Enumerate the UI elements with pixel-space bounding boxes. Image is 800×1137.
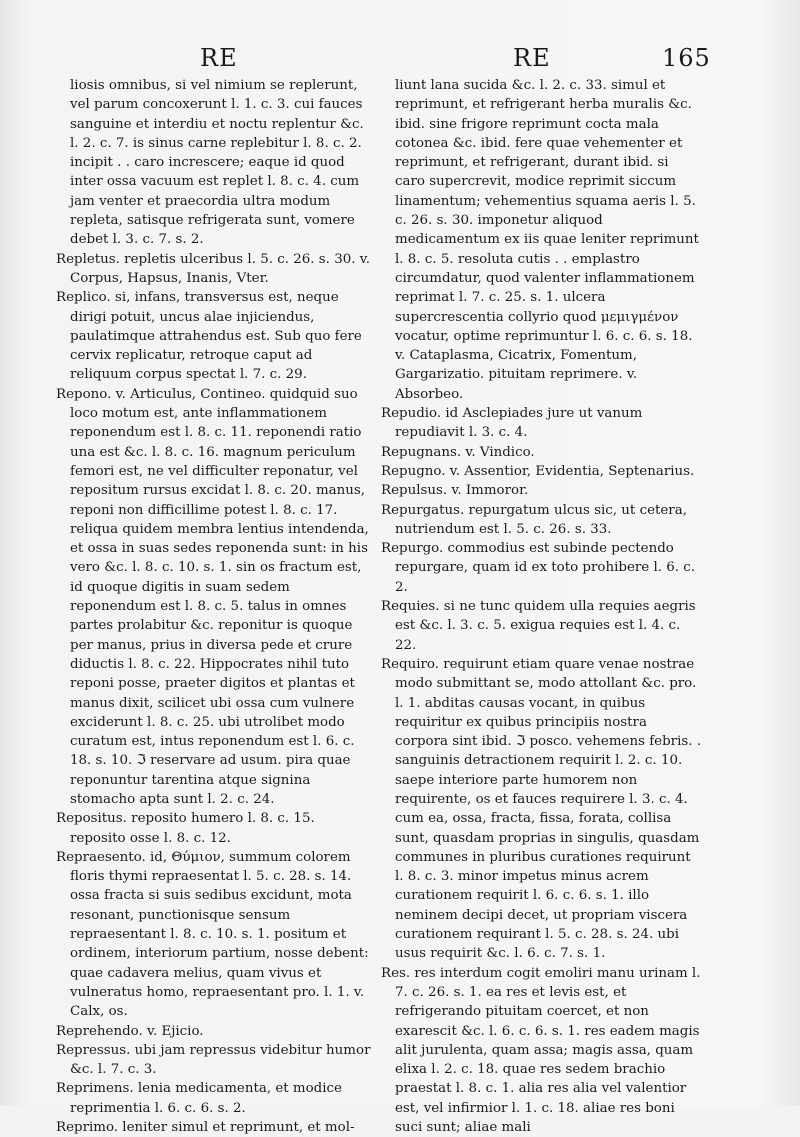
entry-reprimens: Reprimens. lenia medicamenta, et modice reprimentia l. 6. c. 6. s. 2. (56, 1081, 342, 1116)
entry-repurgo: Repurgo. commodius est subinde pectendo repurgare, quam id ex toto prohibere l. 6. c. 2. (381, 541, 696, 595)
entry-continuation: liosis omnibus, si vel nimium se replerunt, vel parum concoxerunt l. 1. c. 3. cui fauces sanguine et interdiu et noctu replentur &c. l. 2. c. 7. is sinus carne replebitur l. 8. c. 2. incipit . . caro increscere; eaque id quod inter ossa vacuum est replet l. 8. c. 4. cum jam venter et praecordia ultra modum repleta, satisque refrigerata sunt, vomere debet l. 3. c. 7. s. 2. (70, 78, 364, 248)
running-head-right: RE (513, 44, 551, 72)
entry-reprehendo: Reprehendo. v. Ejicio. (56, 1023, 204, 1039)
entry-requies: Requies. si ne tunc quidem ulla requies aegris est &c. l. 3. c. 5. exigua requies est l. 4. c. 22. (381, 599, 696, 653)
entry-replico: Replico. si, infans, transversus est, neque dirigi potuit, uncus alae injiciendus, paulatimque attrahendus est. Sub quo fere cervix replicatur, retroque caput ad reliquum corpus spectat l. 7. c. 29. (56, 290, 362, 383)
entry-repugnans: Repugnans. v. Vindico. (381, 444, 535, 460)
entry-repugno: Repugno. v. Assentior, Evidentia, Septenarius. (381, 463, 695, 479)
page-number: 165 (662, 44, 711, 72)
entry-repraesento: Repraesento. id, Θύμιον, summum colorem floris thymi repraesentat l. 5. c. 28. s. 14. ossa fracta si suis sedibus excidunt, mota resonant, punctionisque sensum repraesentant l. 8. c. 10. s. 1. positum et ordinem, interiorum partium, nosse debent: quae cadavera melius, quam vivus et vulneratus homo, repraesentant pro. l. 1. v. Calx, os. (56, 849, 369, 1020)
entry-repressus: Repressus. ubi jam repressus videbitur humor &c. l. 7. c. 3. (56, 1042, 371, 1078)
entry-reprimo: Reprimo. leniter simul et reprimunt, et mol- (56, 1120, 355, 1136)
left-column (56, 76, 372, 1137)
right-column (381, 76, 701, 1137)
entry-reprimo-continuation: liunt lana sucida &c. l. 2. c. 33. simul et reprimunt, et refrigerant herba muralis &c. ibid. sine frigore reprimunt cocta mala cotonea &c. ibid. fere quae vehementer et reprimunt, et refrigerant, durant ibid. si caro supercrevit, modice reprimit siccum linamentum; vehementius squama aeris l. 5. c. 26. s. 30. imponetur aliquod medicamentum ex iis quae leniter reprimunt l. 8. c. 5. resoluta cutis . . emplastro circumdatur, quod valenter inflammationem reprimat l. 7. c. 25. s. 1. ulcera supercrescentia collyrio quod μεμιγμένον vocatur, optime reprimuntur l. 6. c. 6. s. 18. v. Cataplasma, Cicatrix, Fomentum, Gargarizatio. pituitam reprimere. v. Absorbeo. (395, 78, 699, 402)
entry-repositus: Repositus. reposito humero l. 8. c. 15. reposito osse l. 8. c. 12. (56, 811, 315, 846)
entry-repono: Repono. v. Articulus, Contineo. quidquid suo loco motum est, ante inflammationem reponendum est l. 8. c. 11. reponendi ratio una est &c. l. 8. c. 16. magnum periculum femori est, ne vel difficulter reponatur, vel repositum rursus excidat l. 8. c. 20. manus, reponi non difficillime potest l. 8. c. 17. reliqua quidem membra lentius intendenda, et ossa in suas sedes reponenda sunt: in his vero &c. l. 8. c. 10. s. 1. sin os fractum est, id quoque digitis in suam sedem reponendum est l. 8. c. 5. talus in omnes partes prolabitur &c. reponitur is quoque per manus, prius in diversa pede et crure diductis l. 8. c. 22. Hippocrates nihil tuto reponi posse, praeter digitos et plantas et manus dixit, scilicet ubi ossa cum vulnere exciderunt l. 8. c. 25. ubi utrolibet modo curatum est, intus reponendum est l. 6. c. 18. s. 10. ℑ reservare ad usum. pira quae reponuntur tarentina atque signina stomacho apta sunt l. 2. c. 24. (56, 386, 369, 807)
entry-repudio: Repudio. id Asclepiades jure ut vanum repudiavit l. 3. c. 4. (381, 406, 643, 441)
running-head-left: RE (200, 44, 238, 72)
entry-repurgatus: Repurgatus. repurgatum ulcus sic, ut cetera, nutriendum est l. 5. c. 26. s. 33. (381, 502, 687, 537)
entry-repletus: Repletus. repletis ulceribus l. 5. c. 26. s. 30. v. Corpus, Hapsus, Inanis, Vter. (56, 251, 370, 286)
entry-repulsus: Repulsus. v. Immoror. (381, 483, 529, 499)
entry-requiro: Requiro. requirunt etiam quare venae nostrae modo submittant se, modo attollant &c. pro. l. 1. abditas causas vocant, in quibus requiritur ex quibus principiis nostra corpora sint ibid. ℑ posco. vehemens febris. . sanguinis detractionem requirit l. 2. c. 10. saepe interiore parte humorem non requirente, os et fauces requirere l. 3. c. 4. cum ea, ossa, fracta, fissa, forata, collisa sunt, quasdam proprias in singulis, quasdam communes in pluribus curationes requirunt l. 8. c. 3. minor impetus minus acrem curationem requirit l. 6. c. 6. s. 1. illo neminem decipi decet, ut propriam viscera curationem requirant l. 5. c. 28. s. 24. ubi usus requirit &c. l. 6. c. 7. s. 1. (381, 656, 702, 962)
entry-res: Res. res interdum cogit emoliri manu urinam l. 7. c. 26. s. 1. ea res et levis est, et refrigerando pituitam coercet, et non exarescit &c. l. 6. c. 6. s. 1. res eadem magis alit jurulenta, quam assa; magis assa, quam elixa l. 2. c. 18. quae res sedem brachio praestat l. 8. c. 1. alia res alia vel valentior est, vel infirmior l. 1. c. 18. aliae res boni suci sunt; aliae mali (381, 965, 701, 1136)
